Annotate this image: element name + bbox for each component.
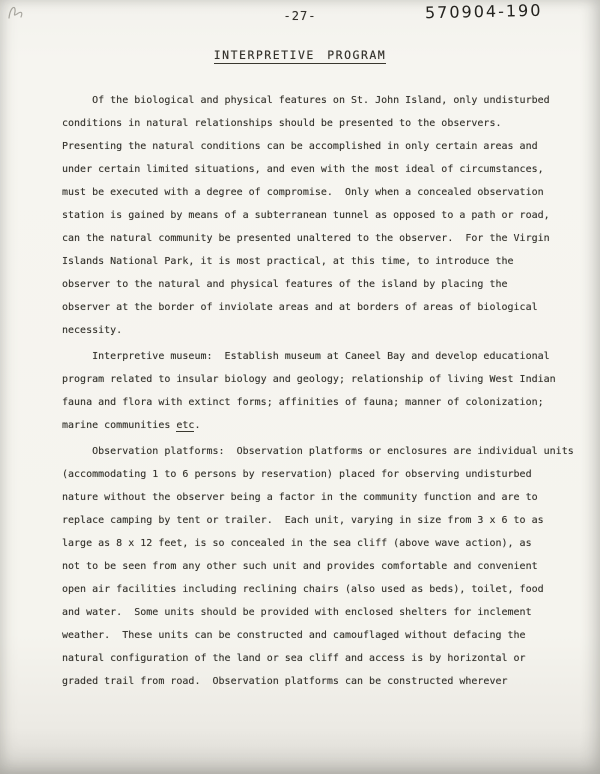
text-line: under certain limited situations, and even with the most ideal of circumstances, (62, 164, 544, 175)
paragraph (62, 345, 556, 437)
underlined-text: etc (176, 420, 195, 431)
text-line: natural configuration of the land or sea cliff and access is by horizontal or (62, 653, 526, 664)
page-title (0, 48, 600, 62)
text-segment: marine communities (62, 420, 177, 431)
text-line: program related to insular biology and geology; relationship of living West Indian (62, 374, 556, 385)
text-line: Observation platforms: Observation platforms or enclosures are individual units (62, 446, 574, 457)
stamp-number: 570904-190 (424, 0, 543, 23)
text-line: station is gained by means of a subterranean tunnel as opposed to a path or road, (62, 210, 550, 221)
text-line: graded trail from road. Observation platforms can be constructed wherever (62, 676, 508, 687)
text-line: Islands National Park, it is most practical, at this time, to introduce the (62, 256, 514, 267)
text-line: and water. Some units should be provided with enclosed shelters for inclement (62, 607, 532, 618)
text-line: replace camping by tent or trailer. Each unit, varying in size from 3 x 6 to as (62, 515, 544, 526)
text-line: can the natural community be presented unaltered to the observer. For the Virgin (62, 233, 550, 244)
text-line: observer to the natural and physical features of the island by placing the (62, 279, 508, 290)
text-line: (accommodating 1 to 6 persons by reservation) placed for observing undisturbed (62, 469, 532, 480)
text-line (62, 414, 556, 437)
text-line: not to be seen from any other such unit and provides comfortable and convenient (62, 561, 538, 572)
page-number: -27- (283, 9, 317, 23)
text-line: observer at the border of inviolate areas and at borders of areas of biological (62, 302, 538, 313)
text-line: conditions in natural relationships should be presented to the observers. (62, 118, 502, 129)
paragraphs (62, 89, 574, 693)
text-line: must be executed with a degree of compromise. Only when a concealed observation (62, 187, 544, 198)
text-line: Of the biological and physical features on St. John Island, only undisturbed (62, 95, 550, 106)
text-line: Interpretive museum: Establish museum at Caneel Bay and develop educational (62, 351, 550, 362)
text-line: nature without the observer being a factor in the community function and are to (62, 492, 538, 503)
text-line: Presenting the natural conditions can be accomplished in only certain areas and (62, 141, 538, 152)
paragraph (62, 89, 556, 342)
text-line: large as 8 x 12 feet, is so concealed in the sea cliff (above wave action), as (62, 538, 532, 549)
text-segment: . (194, 420, 201, 431)
text-line: open air facilities including reclining chairs (also used as beds), toilet, food (62, 584, 544, 595)
page-title-text: INTERPRETIVE PROGRAM (213, 48, 387, 62)
text-line: weather. These units can be constructed and camouflaged without defacing the (62, 630, 526, 641)
text-line: fauna and flora with extinct forms; affinities of fauna; manner of colonization; (62, 397, 544, 408)
paragraph (62, 440, 574, 693)
text-line: necessity. (62, 325, 123, 336)
